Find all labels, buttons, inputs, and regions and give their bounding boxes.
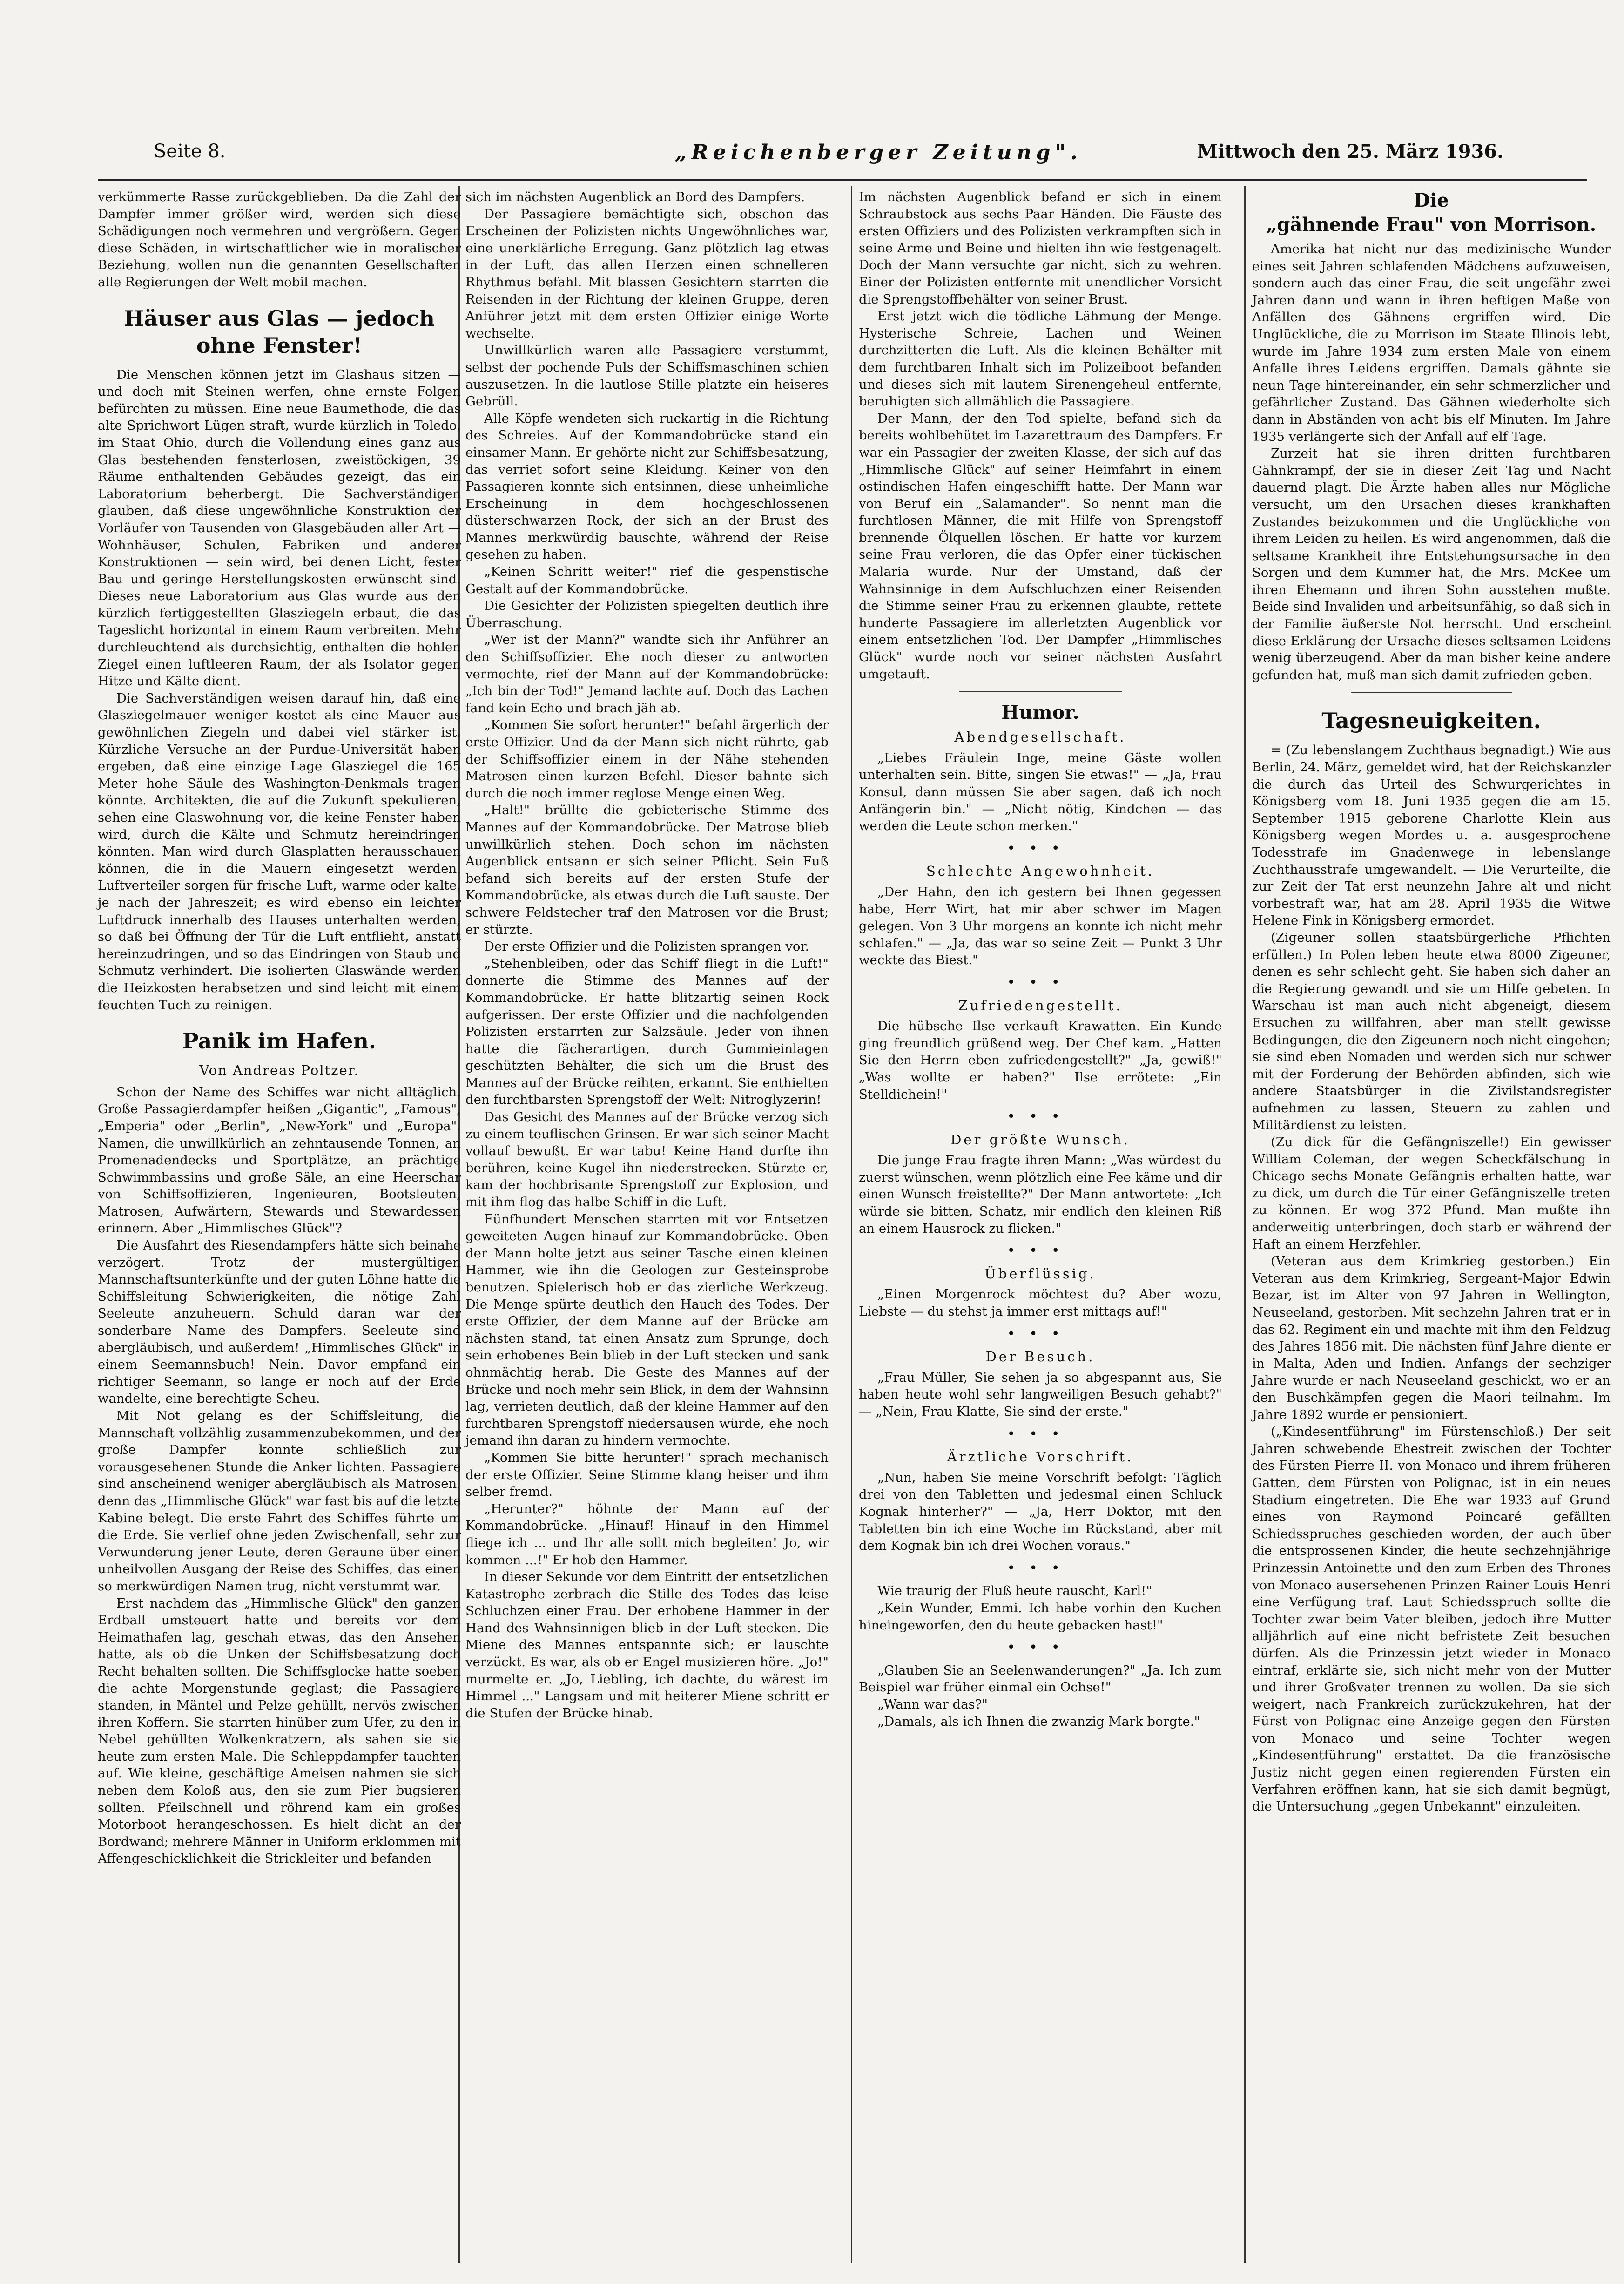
news-item: (Veteran aus dem Krimkrieg gestorben.) Ein Veteran aus dem Krimkrieg, Sergeant-Major Edwin Bezar, ist im Alter von 97 Jahren in Wellington, Neuseeland, gestorben. Mit sechzehn Jahren trat er in das 62. Regiment ein und machte mit ihm den Feldzug des Jahres 1856 mit. Die nächsten fünf Jahre diente er in Malta, Aden und Indien. Anfangs der sechziger Jahre wurde er nach Neuseeland geschickt, wo er an den Buschkämpfen gegen die Maori teilnahm. Im Jahre 1892 wurde er pensioniert.: [1252, 1254, 1611, 1422]
joke-text: „Damals, als ich Ihnen die zwanzig Mark borgte.": [877, 1714, 1200, 1729]
column-2: [465, 189, 829, 1722]
article-paragraph: Schon der Name des Schiffes war nicht alltäglich. Große Passagierdampfer heißen „Gigantic", „Famous", „Emperia" oder „Berlin", „New-York" und „Europa". Namen, die unwillkürlich an zehntausende Tonnen, an Promenadendecks und Sportplätze, an prächtige Schwimmbassins und große Säle, an eine Heerschar von Schiffsoffizieren, Ingenieuren, Bootsleuten, Matrosen, Aufwärtern, Stewards und Stewardessen erinnern. Aber „Himmlisches Glück"?: [98, 1084, 461, 1236]
article-kicker: Die: [1414, 189, 1449, 211]
joke-text: Wie traurig der Fluß heute rauscht, Karl!": [877, 1583, 1152, 1599]
joke-text: „Glauben Sie an Seelenwanderungen?" „Ja. Ich zum Beispiel war früher einmal ein Ochse!": [859, 1662, 1222, 1695]
joke-title: Zufriedengestellt.: [958, 997, 1123, 1014]
joke-text: Die hübsche Ilse verkauft Krawatten. Ein Kunde ging freundlich grüßend weg. Der Chef kam. „Hatten Sie den Herrn eben zufriedengestellt?" „Ja, gewiß!" „Was wollte er haben?" Ilse errötete: „Ein Stelldichein!": [859, 1019, 1222, 1102]
joke-text: „Frau Müller, Sie sehen ja so abgespannt aus, Sie haben heute wohl sehr langweiligen Besuch gehabt?" — „Nein, Frau Klatte, Sie sind der erste.": [859, 1370, 1222, 1419]
joke-text: „Einen Morgenrock möchtest du? Aber wozu, Liebste — du stehst ja immer erst mittags auf!": [859, 1287, 1222, 1319]
article-paragraph: Die Menschen können jetzt im Glashaus sitzen — und doch mit Steinen werfen, ohne ernste Folgen befürchten zu müssen. Eine neue Baumethode, die das alte Sprichwort Lügen straft, wurde kürzlich in Toledo, im Staat Ohio, durch die Vollendung eines ganz aus Glas bestehenden fensterlosen, zweistöckigen, 39 Räume enthaltenden Gebäudes gezeigt, das ein Laboratorium beherbergt. Die Sachverständigen glauben, daß diese ungewöhnliche Konstruktion der Vorläufer von Tausenden von Glasgebäuden aller Art — Wohnhäuser, Schulen, Fabriken und anderer Konstruktionen — sein wird, bei denen Licht, fester Bau und geringe Herstellungskosten erwünscht sind. Dieses neue Laboratorium aus Glas wurde aus den kürzlich fertiggestellten Glasziegeln erbaut, die das Tageslicht horizontal in einem Raum verbreiten. Mehr durchleuchtend als durchsichtig, enthalten die hohlen Ziegel einen luftleeren Raum, der als Isolator gegen Hitze und Kälte dient.: [98, 367, 461, 689]
separator-dots: •••: [1007, 974, 1074, 991]
article-paragraph: „Keinen Schritt weiter!" rief die gespenstische Gestalt auf der Kommandobrücke.: [465, 564, 829, 596]
section-rule: [1351, 692, 1512, 693]
joke-title: Abendgesellschaft.: [954, 729, 1126, 745]
joke-text: „Wann war das?": [877, 1696, 988, 1712]
article-paragraph: Erst nachdem das „Himmlische Glück" den ganzen Erdball umsteuert hatte und bereits vor dem Heimathafen lag, geschah etwas, das den Ansehen hatte, als ob die Unken der Schiffsbesatzung doch Recht behalten sollten. Die Schiffsglocke hatte soeben die achte Morgenstunde geglast; die Passagiere standen, in Mäntel und Pelze gehüllt, nervös zwischen ihren Koffern. Sie starrten hinüber zum Ufer, zu den in Nebel gehüllten Wolkenkratzern, als sahen sie sie heute zum ersten Male. Die Schleppdampfer tauchten auf. Wie kleine, geschäftige Ameisen nahmen sie sich neben dem Koloß aus, den sie zum Pier bugsieren sollten. Pfeilschnell und röhrend kam ein großes Motorboot herangeschossen. Es hielt dicht an der Bordwand; mehrere Männer in Uniform erklommen mit Affengeschicklichkeit die Strickleiter und befanden: [98, 1595, 461, 1866]
page-number: Seite 8.: [154, 141, 226, 162]
joke-title: Ärztliche Vorschrift.: [947, 1449, 1134, 1465]
separator-dots: •••: [1007, 840, 1074, 857]
article-title-panic: Panik im Hafen.: [182, 1028, 376, 1054]
joke-title: Der Besuch.: [985, 1349, 1095, 1365]
news-item: (Zigeuner sollen staatsbürgerliche Pflichten erfüllen.) In Polen leben heute etwa 8000 Zigeuner, denen es sehr schlecht geht. Sie haben sich daher an die Regierung gewandt und sie um Hilfe gebeten. In Warschau ist man auch nicht abgeneigt, diesem Ersuchen zu willfahren, aber man stellt gewisse Bedingungen, die den Zigeunern noch nicht eingehen; sie sind eben Nomaden und werden sich nur schwer mit der Forderung der Behörden abfinden, sich wie andere Staatsbürger in die Zivilstandsregister aufnehmen zu lassen, Steuern zu zahlen und Militärdienst zu leisten.: [1252, 930, 1611, 1133]
article-paragraph: „Kommen Sie bitte herunter!" sprach mechanisch der erste Offizier. Seine Stimme klang heiser und ihm selber fremd.: [465, 1450, 829, 1500]
article-paragraph: Unwillkürlich waren alle Passagiere verstummt, selbst der pochende Puls der Schiffsmaschinen schien auszusetzen. In die lautlose Stille platzte ein heiseres Gebrüll.: [465, 343, 829, 409]
section-title-humor: Humor.: [1001, 702, 1079, 724]
article-paragraph: Das Gesicht des Mannes auf der Brücke verzog sich zu einem teuflischen Grinsen. Er war sich seiner Macht vollauf bewußt. Er war tabu! Keine Hand durfte ihn berühren, keine Kugel ihn niederstrecken. Stürzte er, kam der hochbrisante Sprengstoff zur Explosion, und mit ihm flog das halbe Schiff in die Luft.: [465, 1109, 829, 1210]
article-paragraph: Der erste Offizier und die Polizisten sprangen vor.: [484, 939, 809, 954]
column-3: [859, 189, 1222, 1730]
article-paragraph: Alle Köpfe wendeten sich ruckartig in die Richtung des Schreies. Auf der Kommandobrücke stand ein einsamer Mann. Er gehörte nicht zur Schiffsbesatzung, das verriet sofort seine Kleidung. Keiner von den Passagieren konnte sich entsinnen, diese unheimliche Erscheinung in dem hochgeschlossenen düsterschwarzen Rock, der sich an der Brust des Mannes merkwürdig bauschte, während der Reise gesehen zu haben.: [465, 411, 829, 562]
separator-dots: •••: [1007, 1108, 1074, 1125]
article-paragraph: „Halt!" brüllte die gebieterische Stimme des Mannes auf der Kommandobrücke. Der Matrose blieb unwillkürlich stehen. Doch schon im nächsten Augenblick entsann er sich seiner Pflicht. Sein Fuß befand sich bereits auf der ersten Stufe der Kommandobrücke, als etwas durch die Luft sauste. Der schwere Feldstecher traf den Matrosen vor die Brust; er stürzte.: [465, 803, 829, 937]
issue-date: Mittwoch den 25. März 1936.: [1197, 141, 1503, 162]
article-paragraph: Der Mann, der den Tod spielte, befand sich da bereits wohlbehütet im Lazarettraum des Dampfers. Er war ein Passagier der zweiten Klasse, der sich auf das „Himmlische Glück" auf seiner Heimfahrt in einem ostindischen Hafen eingeschifft hatte. Der Mann war von Beruf ein „Salamander". So nennt man die furchtlosen Männer, die mit Hilfe von Sprengstoff brennende Ölquellen löschen. Er hatte vor kurzem seine Frau verloren, die das Opfer einer tückischen Malaria wurde. Nur der Umstand, daß der Wahnsinnige in dem Aufschluchzen einer Reisenden die Stimme seiner Frau zu erkennen glaubte, rettete hunderte Passagiere im allerletzten Augenblick vor einem entsetzlichen Tod. Der Dampfer „Himmlisches Glück" wurde noch vor seiner nächsten Ausfahrt umgetauft.: [859, 411, 1222, 682]
column-4: [1252, 189, 1611, 1815]
joke-text: Die junge Frau fragte ihren Mann: „Was würdest du zuerst wünschen, wenn plötzlich eine Fee käme und dir einen Wunsch freistellte?" Der Mann antwortete: „Ich würde sie bitten, Schatz, mir endlich den kleinen Riß an einem Hausrock zu flicken.": [859, 1153, 1222, 1236]
article-paragraph: Die Ausfahrt des Riesendampfers hätte sich beinahe verzögert. Trotz der mustergültigen Mannschaftsunterkünfte und der guten Löhne hatte die Schiffsleitung Schwierigkeiten, die nötige Zahl Seeleute anzuheuern. Schuld daran war der sonderbare Name des Dampfers. Seeleute sind abergläubisch, und außerdem! „Himmlisches Glück" in einem Seemannsbuch! Nein. Davor empfand ein richtiger Seemann, so lange er noch auf der Erde wandelte, eine berechtigte Scheu.: [98, 1238, 461, 1406]
page-header: [154, 141, 1503, 173]
section-rule: [959, 691, 1122, 692]
news-item: („Kindesentführung" im Fürstenschloß.) Der seit Jahren schwebende Ehestreit zwischen der Tochter des Fürsten Pierre II. von Monaco und ihrem früheren Gatten, dem Fürsten von Polignac, ist in ein neues Stadium eingetreten. Die Ehe war 1933 auf Grund eines von Raymond Poincaré gefällten Schiedsspruches geschieden worden, der auch über die entsprossenen Kinder, die heute sechzehnjährige Prinzessin Antoinette und den zum Erben des Thrones von Monaco ausersehenen Prinzen Rainer Louis Henri eine Verfügung traf. Laut Schiedsspruch sollte die Tochter zwar beim Vater bleiben, jedoch ihre Mutter alljährlich auf eine nicht befristete Zeit besuchen dürfen. Als die Prinzessin jetzt wieder in Monaco eintraf, erklärte sie, sich nicht mehr von der Mutter und ihrer Großvater trennen zu wollen. Da sie sich weigert, nach Frankreich zurückzukehren, hat der Fürst von Polignac eine Anzeige gegen den Fürsten von Monaco und seine Tochter wegen „Kindesentführung" erstattet. Da die französische Justiz nicht gegen einen regierenden Fürsten ein Verfahren eröffnen kann, hat sie sich damit begnügt, die Untersuchung „gegen Unbekannt" einzuleiten.: [1252, 1424, 1611, 1814]
article-paragraph: Der Passagiere bemächtigte sich, obschon das Erscheinen der Polizisten nichts Ungewöhnliches war, eine unerklärliche Erregung. Ganz plötzlich lag etwas in der Luft, das allen Herzen einen schnelleren Rhythmus befahl. Mit blassen Gesichtern starrten die Reisenden in der Richtung der kleinen Gruppe, deren Anführer jetzt mit dem ersten Offizier einige Worte wechselte.: [465, 206, 829, 341]
article-paragraph: Amerika hat nicht nur das medizinische Wunder eines seit Jahren schlafenden Mädchens aufzuweisen, sondern auch das einer Frau, die seit ungefähr zwei Jahren dann und wann in ihren heftigen Maße von Anfällen des Gähnens ergriffen wird. Die Unglückliche, die zu Morrison im Staate Illinois lebt, wurde im Jahre 1934 zum ersten Male von einem Anfalle ihres Leidens ergriffen. Damals gähnte sie neun Tage hintereinander, ein sehr schmerzlicher und gefährlicher Zustand. Das Gähnen wiederholte sich dann in Abständen von acht bis elf Minuten. Im Jahre 1935 verlängerte sich der Anfall auf elf Tage.: [1252, 242, 1611, 444]
joke-text: „Kein Wunder, Emmi. Ich habe vorhin den Kuchen hineingeworfen, den du heute gebacken hast!": [859, 1600, 1222, 1633]
article-paragraph: Im nächsten Augenblick befand er sich in einem Schraubstock aus sechs Paar Händen. Die Fäuste des ersten Offiziers und des Polizisten verkrampften sich in seine Arme und Beine und hielten ihn wie festgenagelt. Doch der Mann versuchte gar nicht, sich zu wehren. Einer der Polizisten entfernte mit unendlicher Vorsicht die Sprengstoffbehälter von seiner Brust.: [859, 189, 1222, 307]
joke-title: Überflüssig.: [984, 1265, 1096, 1282]
article-paragraph: Zurzeit hat sie ihren dritten furchtbaren Gähnkrampf, der sie in dieser Zeit Tag und Nacht dauernd plagt. Die Ärzte haben alles nur Mögliche versucht, um den Ursachen dieses krankhaften Zustandes beizukommen und die Unglückliche von ihrem Leiden zu heilen. Es wird angenommen, daß die seltsame Krankheit ihre Entstehungsursache in den Sorgen und dem Kummer hat, die Mrs. McKee um ihren Ehemann und ihren Sohn ausstehen mußte. Beide sind Invaliden und arbeitsunfähig, so daß sich in der Familie äußerste Not herrscht. Und erscheint diese Erklärung der Ursache dieses seltsamen Leidens wenig überzeugend. Aber da man bisher keine andere gefunden hat, muß man sich damit zufrieden geben.: [1252, 446, 1611, 682]
article-paragraph: Die Sachverständigen weisen darauf hin, daß eine Glasziegelmauer weniger kostet als eine Mauer aus gewöhnlichen Ziegeln und dabei viel stärker ist. Kürzliche Versuche an der Purdue-Universität haben ergeben, daß eine einzige Lage Glasziegel die 165 Meter hohe Säule des Washington-Denkmals tragen könnte. Architekten, die auf die Zukunft spekulieren, sehen eine Glaswohnung vor, die keine Fenster haben wird, durch die Kälte und Schmutz hereindringen könnten. Man wird durch Glasplatten herausschauen können, die in die Mauern eingesetzt werden. Luftverteiler sorgen für frische Luft, warme oder kalte, je nach der Jahreszeit; es wird ebenso ein leichter Luftdruck innerhalb des Hauses unterhalten werden, so daß bei Öffnung der Tür die Luft entflieht, anstatt hereinzudringen, und so das Eindringen von Staub und Schmutz verhindert. Die isolierten Glaswände werden die Heizkosten herabsetzen und sind leicht mit einem feuchten Tuch zu reinigen.: [98, 690, 461, 1013]
article-paragraph: Erst jetzt wich die tödliche Lähmung der Menge. Hysterische Schreie, Lachen und Weinen durchzitterten die Luft. Als die kleinen Behälter mit dem furchtbaren Inhalt sich im Polizeiboot befanden und dieses sich mit lautem Sirenengeheul entfernte, beruhigten sich allmählich die Passagiere.: [859, 309, 1222, 409]
article-paragraph: „Stehenbleiben, oder das Schiff fliegt in die Luft!" donnerte die Stimme des Mannes auf der Kommandobrücke. Er hatte blitzartig seinen Rock aufgerissen. Der erste Offizier und die nachfolgenden Polizisten erstarrten zur Salzsäule. Jeder von ihnen hatte die fächerartigen, durch Gummieinlagen geschützten Behälter, die sich um die Brust des Mannes auf der Brücke reihten, erkannt. Sie enthielten den furchtbarsten Sprengstoff der Welt: Nitroglyzerin!: [465, 956, 829, 1108]
joke-text: „Der Hahn, den ich gestern bei Ihnen gegessen habe, Herr Wirt, hat mir aber schwer im Magen gelegen. Von 3 Uhr morgens an konnte ich nicht mehr schlafen." — „Ja, das war so seine Zeit — Punkt 3 Uhr weckte das Biest.": [859, 884, 1222, 968]
column-1: [98, 189, 461, 1867]
article-paragraph: In dieser Sekunde vor dem Eintritt der entsetzlichen Katastrophe zerbrach die Stille des Todes das leise Schluchzen einer Frau. Der erhobene Hammer in der Hand des Wahnsinnigen blieb in der Luft stecken. Die Miene des Mannes entspannte sich; er lauschte verzückt. Es war, als ob er Engel musizieren höre. „Jo!" murmelte er. „Jo, Liebling, ich dachte, du wärest im Himmel ..." Langsam und mit heiterer Miene schritt er die Stufen der Brücke hinab.: [465, 1569, 829, 1721]
joke-text: „Liebes Fräulein Inge, meine Gäste wollen unterhalten sein. Bitte, singen Sie etwas!" — „Ja, Frau Konsul, dann müssen Sie aber sagen, daß ich noch Anfängerin bin." — „Nicht nötig, Kindchen — das werden die Leute schon merken.": [859, 750, 1222, 834]
section-title-news: Tagesneuigkeiten.: [1321, 708, 1541, 734]
separator-dots: •••: [1007, 1560, 1074, 1576]
news-item: (Zu dick für die Gefängniszelle!) Ein gewisser William Coleman, der wegen Scheckfälschung in Chicago sechs Monate Gefängnis erhalten hatte, war zu dick, um durch die Tür einer Gefängniszelle treten zu können. Er wog 372 Pfund. Man mußte ihn anderweitig unterbringen, doch starb er während der Haft an einem Herzfehler.: [1252, 1135, 1611, 1252]
newspaper-title: „Reichenberger Zeitung".: [675, 141, 1082, 164]
header-rule: [98, 179, 1587, 181]
article-paragraph: Mit Not gelang es der Schiffsleitung, die Mannschaft vollzählig zusammenzubekommen, und der große Dampfer konnte schließlich zur vorausgesehenen Stunde die Anker lichten. Passagiere sind anscheinend weniger abergläubisch als Matrosen, denn das „Himmlische Glück" war fast bis auf die letzte Kabine belegt. Die erste Fahrt des Schiffes führte um die Erde. Sie verlief ohne jeden Zwischenfall, sehr zur Verwunderung jener Leute, deren Geraune über einen unheilvollen Ausgang der Reise des Schiffes, das einen so merkwürdigen Namen trug, nicht verstummt war.: [98, 1408, 461, 1594]
article-paragraph: Die Gesichter der Polizisten spiegelten deutlich ihre Überraschung.: [465, 598, 829, 630]
column-divider: [851, 186, 852, 2263]
column-divider: [1244, 186, 1246, 2263]
article-paragraph: sich im nächsten Augenblick an Bord des Dampfers.: [465, 189, 805, 204]
separator-dots: •••: [1007, 1243, 1074, 1259]
separator-dots: •••: [1007, 1639, 1074, 1656]
intro-paragraph: verkümmerte Rasse zurückgeblieben. Da die Zahl der Dampfer immer größer wird, werden sich diese Schädigungen noch vermehren und vergrößern. Gegen diese Schäden, in wirtschaftlicher wie in moralischer Beziehung, wollen nun die genannten Gesellschaften alle Regierungen der Welt mobil machen.: [98, 189, 461, 290]
article-paragraph: Fünfhundert Menschen starrten mit vor Entsetzen geweiteten Augen hinauf zur Kommandobrücke. Oben der Mann holte jetzt aus seiner Tasche einen kleinen Hammer, wie ihn die Geologen zur Gesteinsprobe benutzen. Spielerisch hob er das zierliche Werkzeug. Die Menge spürte deutlich den Hauch des Todes. Der erste Offizier, der dem Manne auf der Brücke am nächsten stand, tat einen Ansatz zum Sprunge, doch sein erhobenes Bein blieb in der Luft stecken und sank ohnmächtig herab. Die Geste des Mannes auf der Brücke und noch mehr sein Blick, in dem der Wahnsinn lag, verrieten deutlich, daß der kleine Hammer auf den furchtbaren Sprengstoff niedersausen würde, ehe noch jemand ihn daran zu hindern vermochte.: [465, 1211, 829, 1448]
article-title-yawning-woman: „gähnende Frau" von Morrison.: [1266, 214, 1597, 236]
article-title-glass-houses: Häuser aus Glas — jedoch ohne Fenster!: [124, 305, 435, 358]
author-byline: Von Andreas Poltzer.: [199, 1062, 359, 1079]
joke-text: „Nun, haben Sie meine Vorschrift befolgt: Täglich drei von den Tabletten und jedesmal einen Schluck Kognak hinterher?" — „Ja, Herr Doktor, mit den Tabletten bin ich eine Woche im Rückstand, aber mit dem Kognak bin ich drei Wochen voraus.": [859, 1470, 1222, 1554]
article-paragraph: „Kommen Sie sofort herunter!" befahl ärgerlich der erste Offizier. Und da der Mann sich nicht rührte, gab der Schiffsoffizier einem in der Nähe stehenden Matrosen einen kurzen Befehl. Dieser bahnte sich durch die noch immer reglose Menge einen Weg.: [465, 717, 829, 801]
joke-title: Der größte Wunsch.: [950, 1131, 1130, 1148]
news-item: = (Zu lebenslangem Zuchthaus begnadigt.) Wie aus Berlin, 24. März, gemeldet wird, hat der Reichskanzler die durch das Urteil des Schwurgerichtes in Königsberg vom 18. Juni 1935 gegen die am 15. September 1915 geborene Charlotte Klein aus Königsberg wegen Mordes u. a. ausgesprochene Todesstrafe im Gnadenwege in lebenslange Zuchthausstrafe umgewandelt. — Die Verurteilte, die zur Zeit der Tat erst neunzehn Jahre alt und nicht vorbestraft war, hat am 28. April 1935 die Witwe Helene Fink in Königsberg ermordet.: [1252, 743, 1611, 928]
article-paragraph: „Herunter?" höhnte der Mann auf der Kommandobrücke. „Hinauf! Hinauf in den Himmel fliege ich ... und Ihr alle sollt mich begleiten! Jo, wir kommen ...!" Er hob den Hammer.: [465, 1501, 829, 1568]
joke-title: Schlechte Angewohnheit.: [926, 863, 1155, 879]
separator-dots: •••: [1007, 1426, 1074, 1442]
article-paragraph: „Wer ist der Mann?" wandte sich ihr Anführer an den Schiffsoffizier. Ehe noch dieser zu antworten vermochte, rief der Mann auf der Kommandobrücke: „Ich bin der Tod!" Jemand lachte auf. Doch das Lachen fand kein Echo und brach jäh ab.: [465, 632, 829, 716]
separator-dots: •••: [1007, 1325, 1074, 1342]
